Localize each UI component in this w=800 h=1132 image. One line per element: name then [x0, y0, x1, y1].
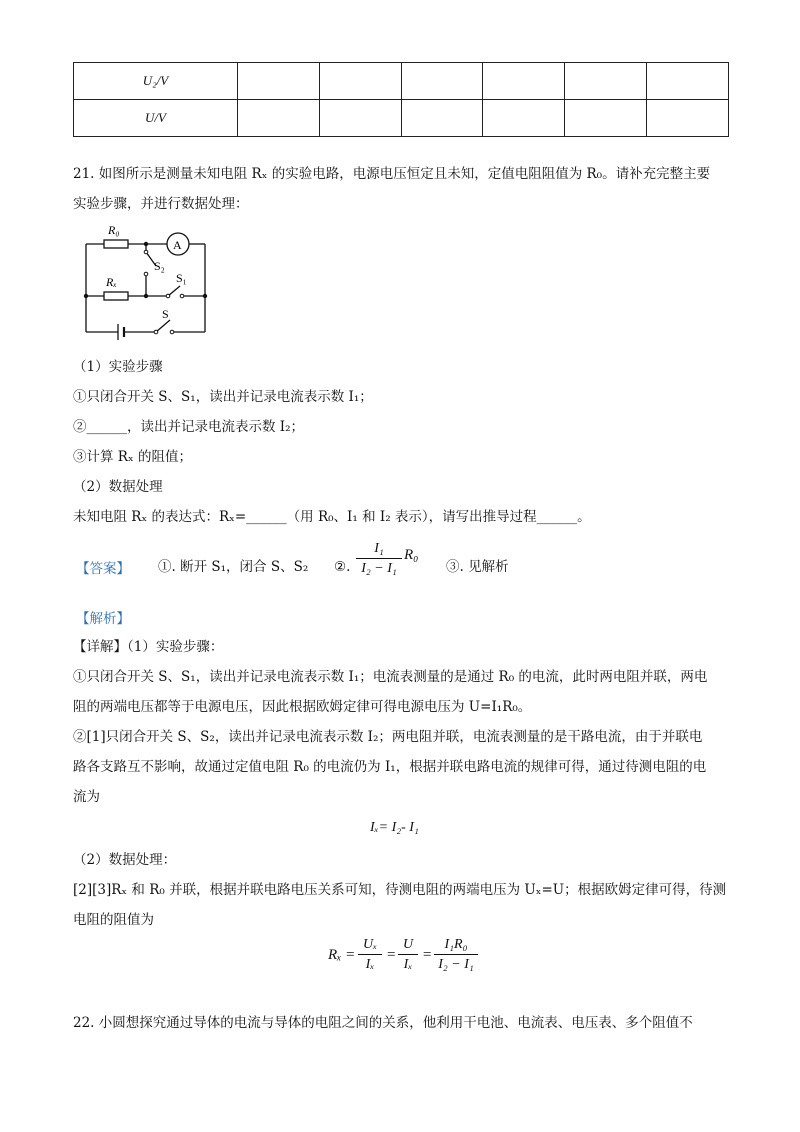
eq2-f2-num: U: [402, 937, 414, 952]
s1-label: S₁: [176, 271, 187, 285]
data-table: [73, 62, 729, 137]
table-row: [74, 100, 729, 137]
analysis-p3a: [2][3]Rₓ 和 R₀ 并联，根据并联电路电压关系可知，待测电阻的两端电压为 Uₓ=U；根据欧姆定律可得，待测: [73, 882, 727, 898]
eq2-f2-den: Iₓ: [403, 957, 413, 972]
table-cell: [483, 63, 565, 100]
analysis-p2b: 路各支路互不影响，故通过定值电阻 R₀ 的电流仍为 I₁，根据并联电路电流的规律可得，通过待测电阻的电: [73, 759, 707, 775]
analysis-p3b: 电阻的阻值为: [73, 912, 154, 928]
table-cell: [319, 100, 401, 137]
analysis-part2: （2）数据处理：: [73, 852, 177, 868]
s-switch: [156, 320, 170, 332]
answer-1: ①. 断开 S₁，闭合 S、S₂: [158, 559, 309, 575]
q21-intro-line2: 实验步骤，并进行数据处理：: [73, 196, 249, 212]
table-cell: [647, 63, 729, 100]
table-cell: [401, 63, 483, 100]
rx-label: Rₓ: [106, 275, 117, 289]
table-cell: [483, 100, 565, 137]
equation-ix: Iₓ= I₂- I₁: [370, 820, 419, 835]
eq2-f1-den: Iₓ: [365, 957, 375, 972]
ammeter-label: A: [173, 238, 182, 252]
eq2-fraction-2: [398, 936, 418, 975]
answer-tag: 【答案】: [76, 561, 130, 577]
table-row: [74, 63, 729, 100]
table-cell: [238, 63, 320, 100]
s1-switch: [168, 286, 180, 296]
s-label: S: [162, 307, 169, 321]
row-label-u2: U₂/V: [74, 63, 238, 100]
r0-label: R₀: [108, 223, 120, 237]
analysis-p1b: 阻的两端电压都等于电源电压，因此根据欧姆定律可得电源电压为 U=I₁R₀。: [73, 699, 532, 715]
part1-title: （1）实验步骤: [73, 359, 163, 375]
answer-2-tail: R₀: [404, 547, 419, 563]
step3: ③计算 Rₓ 的阻值；: [73, 449, 192, 465]
eq2-f3-den: I₂ − I₁: [438, 957, 474, 972]
eq2-lhs: Rₓ =: [328, 947, 356, 963]
eq2-fraction-3: [434, 936, 478, 975]
table-cell: [401, 100, 483, 137]
row-label-u: U/V: [74, 100, 238, 137]
analysis-p2a: ②[1]只闭合开关 S、S₂，读出并记录电流表示数 I₂；两电阻并联，电流表测量的是干路电流，由于并联电: [73, 729, 703, 745]
analysis-p2c: 流为: [73, 789, 100, 805]
r0-resistor: [104, 240, 128, 248]
step2: ②______，读出并记录电流表示数 I₂；: [73, 419, 305, 435]
s2-label: S₂: [154, 259, 165, 273]
table-cell: [565, 100, 647, 137]
rx-resistor: [104, 292, 128, 300]
analysis-tag: 【解析】: [76, 611, 130, 627]
table-cell: [319, 63, 401, 100]
analysis-p1a: ①只闭合开关 S、S₁，读出并记录电流表示数 I₁；电流表测量的是通过 R₀ 的电流，此时两电阻并联，两电: [73, 669, 708, 685]
part2-title: （2）数据处理: [73, 479, 163, 495]
table-cell: [565, 63, 647, 100]
expression-line: 未知电阻 Rₓ 的表达式：Rₓ=______（用 R₀、I₁ 和 I₂ 表示），请写出推导过程______。: [73, 509, 591, 525]
q22-line: 22. 小圆想探究通过导体的电流与导体的电阻之间的关系，他利用干电池、电流表、电压表、多个阻值不: [73, 1015, 693, 1031]
q21-intro-line1: 21. 如图所示是测量未知电阻 Rₓ 的实验电路，电源电压恒定且未知，定值电阻阻值为 R₀。请补充完整主要: [73, 166, 711, 182]
step1: ①只闭合开关 S、S₁，读出并记录电流表示数 I₁；: [73, 389, 373, 405]
eq2-equals-a: =: [386, 947, 397, 963]
answer-2-denominator: I₂ − I₁: [361, 561, 397, 576]
table-cell: [238, 100, 320, 137]
circuit-diagram: [78, 222, 218, 344]
detail-head: 【详解】（1）实验步骤：: [73, 639, 224, 655]
eq2-fraction-1: [358, 936, 382, 975]
eq2-f3-num: I₁R₀: [444, 937, 468, 952]
answer-2-label: ②.: [334, 559, 351, 575]
answer-2-fraction: [356, 540, 402, 579]
eq2-equals-b: =: [422, 947, 433, 963]
answer-3: ③. 见解析: [446, 559, 509, 575]
answer-2-numerator: I₁: [374, 541, 384, 556]
eq2-f1-num: Uₓ: [362, 937, 378, 952]
table-cell: [647, 100, 729, 137]
